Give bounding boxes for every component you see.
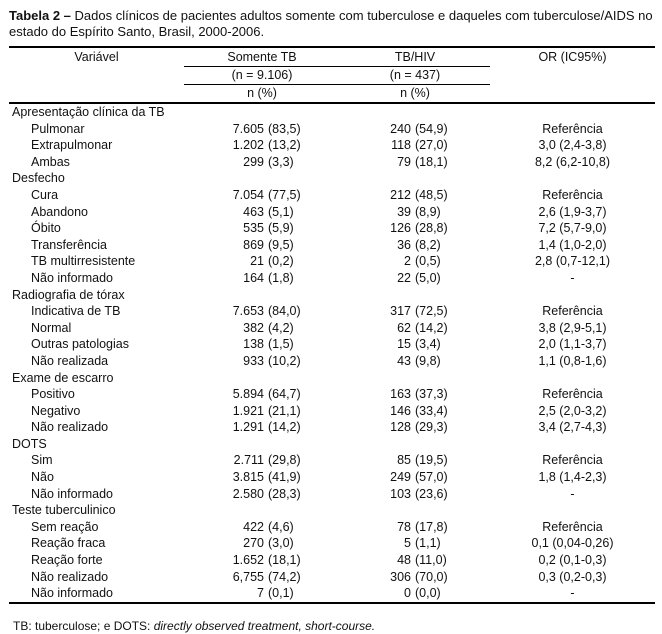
- percent-value: (3,4): [415, 337, 441, 352]
- table-row: [9, 270, 655, 287]
- section-row: [9, 103, 655, 121]
- table-row: [9, 419, 655, 436]
- cell-somente-tb: [184, 320, 340, 337]
- cell-tb-hiv: [340, 535, 490, 552]
- cell-tb-hiv: [340, 403, 490, 420]
- row-label: Extrapulmonar: [31, 138, 113, 153]
- percent-value: (21,1): [268, 403, 301, 418]
- header-row-n: [9, 67, 655, 85]
- count-value: 306: [390, 569, 411, 584]
- percent-value: (5,0): [415, 270, 441, 285]
- cell-or: Referência: [542, 387, 603, 402]
- cell-or: 2,6 (1,9-3,7): [538, 204, 607, 219]
- count-value: 5.894: [232, 387, 264, 402]
- cell-or: 0,1 (0,04-0,26): [531, 536, 614, 551]
- table-row: [9, 486, 655, 503]
- table-row: [9, 137, 655, 154]
- cell-or: 1,1 (0,8-1,6): [538, 353, 607, 368]
- count-value: 3.815: [232, 470, 264, 485]
- count-value: 6,755: [232, 569, 264, 584]
- cell-somente-tb: [184, 187, 340, 204]
- cell-or: 1,8 (1,4-2,3): [538, 470, 607, 485]
- table-row: [9, 237, 655, 254]
- percent-value: (29,3): [415, 420, 448, 435]
- table-caption: [9, 8, 655, 40]
- cell-or: 0,2 (0,1-0,3): [538, 553, 607, 568]
- cell-tb-hiv: [340, 419, 490, 436]
- cell-somente-tb: [184, 220, 340, 237]
- table-row: [9, 154, 655, 171]
- table-row: [9, 569, 655, 586]
- cell-tb-hiv: [340, 220, 490, 237]
- count-value: 270: [243, 536, 264, 551]
- table-row: [9, 585, 655, 603]
- section-label: Teste tuberculinico: [12, 503, 116, 518]
- percent-value: (3,3): [268, 154, 294, 169]
- section-label: Exame de escarro: [12, 370, 114, 385]
- percent-value: (77,5): [268, 187, 301, 202]
- cell-tb-hiv: [340, 154, 490, 171]
- table-row: [9, 469, 655, 486]
- count-value: 126: [390, 221, 411, 236]
- cell-or: -: [570, 586, 575, 601]
- section-label: Radiografia de tórax: [12, 287, 125, 302]
- cell-or: 0,3 (0,2-0,3): [538, 569, 607, 584]
- table-row: [9, 121, 655, 138]
- section-label: Apresentação clínica da TB: [12, 105, 165, 119]
- col-header-somente-tb-n: (n = 9.106): [184, 67, 340, 85]
- cell-somente-tb: [184, 303, 340, 320]
- cell-tb-hiv: [340, 519, 490, 536]
- col-header-tb-hiv-n: (n = 437): [340, 67, 490, 85]
- header-empty-cell: [9, 85, 184, 104]
- col-header-npct-1: n (%): [184, 85, 340, 104]
- cell-somente-tb: [184, 336, 340, 353]
- cell-tb-hiv: [340, 270, 490, 287]
- percent-value: (48,5): [415, 187, 448, 202]
- cell-or: Referência: [542, 187, 603, 202]
- percent-value: (8,2): [415, 237, 441, 252]
- cell-somente-tb: [184, 353, 340, 370]
- section-row: [9, 502, 655, 519]
- cell-somente-tb: [184, 121, 340, 138]
- header-row-groups: [9, 47, 655, 67]
- cell-tb-hiv: [340, 569, 490, 586]
- row-label: Normal: [31, 320, 72, 335]
- cell-tb-hiv: [340, 303, 490, 320]
- cell-or: Referência: [542, 519, 603, 534]
- table-caption-text: Dados clínicos de pacientes adultos somente com tuberculose e daqueles com tuberculose/AIDS no estado do Espírito Santo, Brasil, 2000-2006.: [9, 8, 653, 39]
- percent-value: (83,5): [268, 121, 301, 136]
- percent-value: (5,1): [268, 204, 294, 219]
- cell-somente-tb: [184, 535, 340, 552]
- count-value: 2: [404, 254, 411, 269]
- count-value: 5: [404, 536, 411, 551]
- count-value: 212: [390, 187, 411, 202]
- count-value: 7.054: [232, 187, 264, 202]
- cell-or: -: [570, 270, 575, 285]
- count-value: 22: [397, 270, 411, 285]
- row-label: Sim: [31, 453, 53, 468]
- table-row: [9, 552, 655, 569]
- section-row: [9, 436, 655, 453]
- table-number: Tabela 2 –: [9, 8, 71, 23]
- row-label: Não realizada: [31, 353, 109, 368]
- count-value: 933: [243, 353, 264, 368]
- cell-somente-tb: [184, 552, 340, 569]
- cell-or: 8,2 (6,2-10,8): [534, 154, 611, 169]
- table-body: [9, 103, 655, 603]
- cell-tb-hiv: [340, 386, 490, 403]
- cell-tb-hiv: [340, 320, 490, 337]
- cell-tb-hiv: [340, 336, 490, 353]
- table-row: [9, 452, 655, 469]
- row-label: Abandono: [31, 204, 89, 219]
- count-value: 7: [257, 586, 264, 601]
- col-header-or: OR (IC95%): [538, 49, 607, 64]
- count-value: 422: [243, 519, 264, 534]
- percent-value: (1,8): [268, 270, 294, 285]
- section-label: Desfecho: [12, 171, 65, 186]
- percent-value: (84,0): [268, 304, 301, 319]
- cell-tb-hiv: [340, 237, 490, 254]
- count-value: 138: [243, 337, 264, 352]
- percent-value: (29,8): [268, 453, 301, 468]
- percent-value: (0,5): [415, 254, 441, 269]
- table-header: [9, 47, 655, 103]
- percent-value: (14,2): [415, 320, 448, 335]
- row-label: Óbito: [31, 221, 61, 236]
- percent-value: (17,8): [415, 519, 448, 534]
- row-label: Reação fraca: [31, 536, 106, 551]
- table-row: [9, 519, 655, 536]
- percent-value: (9,5): [268, 237, 294, 252]
- percent-value: (18,1): [268, 553, 301, 568]
- count-value: 1.921: [232, 403, 264, 418]
- count-value: 7.605: [232, 121, 264, 136]
- row-label: Transferência: [31, 237, 107, 252]
- col-header-variable: Variável: [74, 49, 119, 64]
- count-value: 78: [397, 519, 411, 534]
- count-value: 43: [397, 353, 411, 368]
- cell-tb-hiv: [340, 137, 490, 154]
- col-header-npct-2: n (%): [340, 85, 490, 104]
- count-value: 317: [390, 304, 411, 319]
- clinical-table: [9, 46, 655, 604]
- footnote-plain: TB: tuberculose; e DOTS:: [13, 618, 154, 633]
- row-label: Pulmonar: [31, 121, 85, 136]
- percent-value: (0,1): [268, 586, 294, 601]
- count-value: 249: [390, 470, 411, 485]
- cell-or: Referência: [542, 304, 603, 319]
- table-row: [9, 403, 655, 420]
- cell-somente-tb: [184, 137, 340, 154]
- footnote-italic: directly observed treatment, short-course.: [153, 618, 376, 633]
- cell-somente-tb: [184, 519, 340, 536]
- percent-value: (0,2): [268, 254, 294, 269]
- row-label: Não informado: [31, 486, 113, 501]
- row-label: Não realizado: [31, 420, 109, 435]
- percent-value: (18,1): [415, 154, 448, 169]
- cell-or: 3,8 (2,9-5,1): [538, 320, 607, 335]
- cell-somente-tb: [184, 237, 340, 254]
- header-empty-cell: [490, 85, 655, 104]
- cell-somente-tb: [184, 469, 340, 486]
- percent-value: (4,6): [268, 519, 294, 534]
- cell-or: Referência: [542, 453, 603, 468]
- table-row: [9, 187, 655, 204]
- percent-value: (27,0): [415, 138, 448, 153]
- row-label: Reação forte: [31, 553, 103, 568]
- section-label: DOTS: [12, 436, 47, 451]
- row-label: Indicativa de TB: [31, 304, 121, 319]
- percent-value: (33,4): [415, 403, 448, 418]
- cell-or: Referência: [542, 121, 603, 136]
- cell-somente-tb: [184, 204, 340, 221]
- count-value: 21: [250, 254, 264, 269]
- cell-tb-hiv: [340, 121, 490, 138]
- count-value: 128: [390, 420, 411, 435]
- count-value: 103: [390, 486, 411, 501]
- cell-tb-hiv: [340, 187, 490, 204]
- row-label: Não: [31, 470, 54, 485]
- table-row: [9, 253, 655, 270]
- count-value: 85: [397, 453, 411, 468]
- header-row-npct: [9, 85, 655, 104]
- percent-value: (70,0): [415, 569, 448, 584]
- row-label: Sem reação: [31, 519, 99, 534]
- cell-tb-hiv: [340, 452, 490, 469]
- row-label: Não realizado: [31, 569, 109, 584]
- cell-tb-hiv: [340, 585, 490, 603]
- cell-somente-tb: [184, 386, 340, 403]
- percent-value: (74,2): [268, 569, 301, 584]
- cell-or: 2,8 (0,7-12,1): [534, 254, 611, 269]
- count-value: 146: [390, 403, 411, 418]
- cell-tb-hiv: [340, 204, 490, 221]
- cell-tb-hiv: [340, 353, 490, 370]
- percent-value: (64,7): [268, 387, 301, 402]
- percent-value: (1,1): [415, 536, 441, 551]
- count-value: 36: [397, 237, 411, 252]
- percent-value: (10,2): [268, 353, 301, 368]
- cell-or: 3,4 (2,7-4,3): [538, 420, 607, 435]
- count-value: 382: [243, 320, 264, 335]
- percent-value: (8,9): [415, 204, 441, 219]
- cell-somente-tb: [184, 403, 340, 420]
- cell-somente-tb: [184, 452, 340, 469]
- count-value: 0: [404, 586, 411, 601]
- section-row: [9, 287, 655, 304]
- count-value: 164: [243, 270, 264, 285]
- percent-value: (41,9): [268, 470, 301, 485]
- percent-value: (11,0): [415, 553, 447, 568]
- percent-value: (3,0): [268, 536, 294, 551]
- percent-value: (23,6): [415, 486, 448, 501]
- percent-value: (37,3): [415, 387, 448, 402]
- cell-somente-tb: [184, 585, 340, 603]
- col-header-somente-tb: Somente TB: [184, 47, 340, 67]
- row-label: Ambas: [31, 154, 70, 169]
- count-value: 79: [397, 154, 411, 169]
- count-value: 463: [243, 204, 264, 219]
- table-row: [9, 353, 655, 370]
- cell-tb-hiv: [340, 486, 490, 503]
- percent-value: (28,8): [415, 221, 448, 236]
- percent-value: (1,5): [268, 337, 294, 352]
- table-row: [9, 535, 655, 552]
- count-value: 535: [243, 221, 264, 236]
- count-value: 118: [391, 138, 411, 153]
- percent-value: (54,9): [415, 121, 448, 136]
- cell-somente-tb: [184, 486, 340, 503]
- count-value: 39: [397, 204, 411, 219]
- table-row: [9, 336, 655, 353]
- section-row: [9, 170, 655, 187]
- count-value: 163: [390, 387, 411, 402]
- section-row: [9, 370, 655, 387]
- cell-tb-hiv: [340, 469, 490, 486]
- percent-value: (28,3): [268, 486, 301, 501]
- count-value: 2.711: [233, 453, 264, 468]
- count-value: 1.202: [232, 138, 264, 153]
- cell-tb-hiv: [340, 253, 490, 270]
- count-value: 240: [390, 121, 411, 136]
- percent-value: (72,5): [415, 304, 448, 319]
- cell-or: 1,4 (1,0-2,0): [538, 237, 607, 252]
- count-value: 48: [397, 553, 411, 568]
- count-value: 7.653: [232, 304, 264, 319]
- percent-value: (13,2): [268, 138, 301, 153]
- count-value: 299: [243, 154, 264, 169]
- count-value: 869: [243, 237, 264, 252]
- table-row: [9, 220, 655, 237]
- count-value: 1.652: [232, 553, 264, 568]
- cell-or: 7,2 (5,7-9,0): [538, 221, 607, 236]
- cell-somente-tb: [184, 154, 340, 171]
- col-header-tb-hiv: TB/HIV: [340, 47, 490, 67]
- percent-value: (57,0): [415, 470, 448, 485]
- cell-tb-hiv: [340, 552, 490, 569]
- count-value: 1.291: [232, 420, 264, 435]
- table-row: [9, 303, 655, 320]
- table-row: [9, 204, 655, 221]
- cell-or: -: [570, 486, 575, 501]
- cell-somente-tb: [184, 253, 340, 270]
- count-value: 62: [397, 320, 411, 335]
- table-row: [9, 386, 655, 403]
- row-label: Positivo: [31, 387, 75, 402]
- count-value: 2.580: [232, 486, 264, 501]
- table-row: [9, 320, 655, 337]
- percent-value: (14,2): [268, 420, 301, 435]
- cell-somente-tb: [184, 419, 340, 436]
- cell-somente-tb: [184, 569, 340, 586]
- cell-or: 3,0 (2,4-3,8): [538, 138, 607, 153]
- row-label: Cura: [31, 187, 59, 202]
- percent-value: (5,9): [268, 221, 294, 236]
- percent-value: (19,5): [415, 453, 448, 468]
- count-value: 15: [397, 337, 411, 352]
- row-label: Negativo: [31, 403, 81, 418]
- cell-or: 2,0 (1,1-3,7): [538, 337, 607, 352]
- percent-value: (4,2): [268, 320, 294, 335]
- row-label: Não informado: [31, 270, 113, 285]
- cell-or: 2,5 (2,0-3,2): [538, 403, 607, 418]
- percent-value: (9,8): [415, 353, 441, 368]
- percent-value: (0,0): [415, 586, 441, 601]
- row-label: Outras patologias: [31, 337, 129, 352]
- row-label: Não informado: [31, 586, 113, 601]
- row-label: TB multirresistente: [31, 254, 136, 269]
- header-empty-cell: [490, 67, 655, 85]
- header-empty-cell: [9, 67, 184, 85]
- cell-somente-tb: [184, 270, 340, 287]
